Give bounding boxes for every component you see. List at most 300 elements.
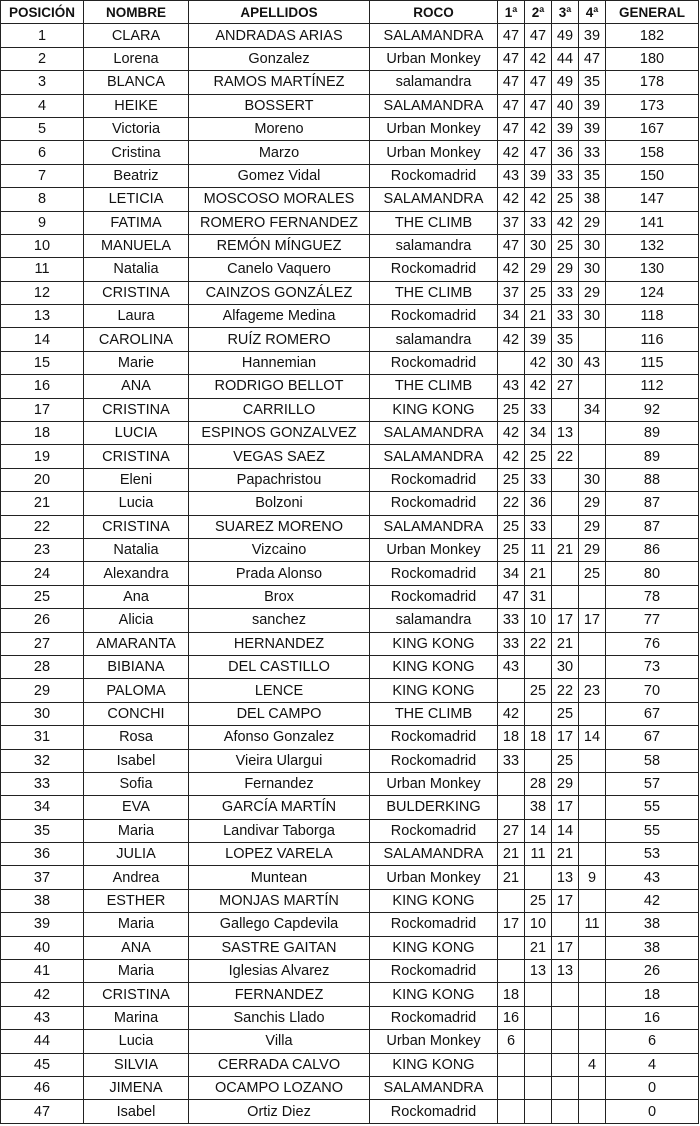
- cell-round-3: 13: [552, 960, 579, 983]
- cell-round-4: 4: [579, 1053, 606, 1076]
- cell-nombre: Lucia: [84, 1030, 189, 1053]
- cell-general: 26: [606, 960, 699, 983]
- cell-posicion: 42: [1, 983, 84, 1006]
- cell-round-4: 39: [579, 117, 606, 140]
- cell-round-4: 29: [579, 538, 606, 561]
- cell-general: 115: [606, 351, 699, 374]
- cell-round-4: 34: [579, 398, 606, 421]
- cell-apellidos: CERRADA CALVO: [189, 1053, 370, 1076]
- cell-round-1: 33: [498, 609, 525, 632]
- cell-posicion: 22: [1, 515, 84, 538]
- header-roco: ROCO: [370, 1, 498, 24]
- cell-posicion: 27: [1, 632, 84, 655]
- cell-apellidos: Brox: [189, 585, 370, 608]
- cell-posicion: 24: [1, 562, 84, 585]
- table-row: [1, 866, 699, 889]
- cell-roco: KING KONG: [370, 1053, 498, 1076]
- cell-round-4: [579, 1076, 606, 1099]
- cell-roco: Urban Monkey: [370, 866, 498, 889]
- table-row: [1, 258, 699, 281]
- cell-round-3: 21: [552, 843, 579, 866]
- cell-nombre: SILVIA: [84, 1053, 189, 1076]
- cell-round-2: 33: [525, 211, 552, 234]
- table-row: [1, 445, 699, 468]
- cell-general: 178: [606, 71, 699, 94]
- cell-round-1: 43: [498, 655, 525, 678]
- cell-roco: salamandra: [370, 609, 498, 632]
- cell-roco: SALAMANDRA: [370, 445, 498, 468]
- cell-round-4: [579, 936, 606, 959]
- cell-round-4: 35: [579, 164, 606, 187]
- cell-nombre: ANA: [84, 375, 189, 398]
- cell-roco: Rockomadrid: [370, 726, 498, 749]
- cell-round-4: [579, 843, 606, 866]
- cell-round-3: 27: [552, 375, 579, 398]
- cell-roco: salamandra: [370, 71, 498, 94]
- cell-roco: Urban Monkey: [370, 538, 498, 561]
- cell-nombre: Victoria: [84, 117, 189, 140]
- cell-apellidos: Landivar Taborga: [189, 819, 370, 842]
- cell-round-3: 17: [552, 609, 579, 632]
- table-row: [1, 305, 699, 328]
- cell-round-1: 25: [498, 515, 525, 538]
- cell-general: 173: [606, 94, 699, 117]
- cell-round-1: 17: [498, 913, 525, 936]
- table-row: [1, 398, 699, 421]
- table-row: [1, 211, 699, 234]
- cell-round-2: 47: [525, 71, 552, 94]
- cell-round-4: 29: [579, 492, 606, 515]
- cell-posicion: 12: [1, 281, 84, 304]
- cell-general: 55: [606, 796, 699, 819]
- cell-general: 0: [606, 1076, 699, 1099]
- cell-round-2: 25: [525, 889, 552, 912]
- cell-round-2: 33: [525, 398, 552, 421]
- cell-apellidos: Prada Alonso: [189, 562, 370, 585]
- table-row: [1, 843, 699, 866]
- cell-nombre: Alicia: [84, 609, 189, 632]
- cell-nombre: Lorena: [84, 47, 189, 70]
- cell-round-4: 25: [579, 562, 606, 585]
- cell-round-4: 29: [579, 281, 606, 304]
- cell-round-3: 39: [552, 117, 579, 140]
- cell-nombre: CRISTINA: [84, 515, 189, 538]
- cell-general: 78: [606, 585, 699, 608]
- cell-round-1: 34: [498, 305, 525, 328]
- cell-round-2: [525, 1006, 552, 1029]
- cell-posicion: 19: [1, 445, 84, 468]
- table-row: [1, 749, 699, 772]
- cell-round-2: 33: [525, 515, 552, 538]
- cell-roco: SALAMANDRA: [370, 188, 498, 211]
- cell-round-3: [552, 1076, 579, 1099]
- cell-round-3: 33: [552, 305, 579, 328]
- cell-apellidos: DEL CAMPO: [189, 702, 370, 725]
- cell-roco: Rockomadrid: [370, 585, 498, 608]
- cell-posicion: 15: [1, 351, 84, 374]
- cell-apellidos: Sanchis Llado: [189, 1006, 370, 1029]
- table-row: [1, 328, 699, 351]
- cell-roco: Urban Monkey: [370, 772, 498, 795]
- cell-round-1: 21: [498, 843, 525, 866]
- cell-apellidos: ESPINOS GONZALVEZ: [189, 422, 370, 445]
- cell-posicion: 14: [1, 328, 84, 351]
- cell-round-1: 22: [498, 492, 525, 515]
- cell-apellidos: LENCE: [189, 679, 370, 702]
- cell-posicion: 3: [1, 71, 84, 94]
- cell-nombre: CLARA: [84, 24, 189, 47]
- table-row: [1, 1053, 699, 1076]
- cell-round-2: 28: [525, 772, 552, 795]
- cell-roco: SALAMANDRA: [370, 843, 498, 866]
- cell-nombre: LUCIA: [84, 422, 189, 445]
- cell-apellidos: REMÓN MÍNGUEZ: [189, 234, 370, 257]
- cell-round-2: [525, 1076, 552, 1099]
- cell-round-2: 10: [525, 609, 552, 632]
- cell-round-4: [579, 772, 606, 795]
- cell-round-3: [552, 585, 579, 608]
- cell-round-2: [525, 1053, 552, 1076]
- cell-posicion: 13: [1, 305, 84, 328]
- table-row: [1, 609, 699, 632]
- cell-round-4: [579, 375, 606, 398]
- cell-apellidos: FERNANDEZ: [189, 983, 370, 1006]
- cell-apellidos: CAINZOS GONZÁLEZ: [189, 281, 370, 304]
- cell-general: 89: [606, 422, 699, 445]
- cell-round-1: 6: [498, 1030, 525, 1053]
- cell-round-2: 25: [525, 445, 552, 468]
- table-row: [1, 351, 699, 374]
- cell-round-4: 30: [579, 234, 606, 257]
- cell-round-2: 47: [525, 94, 552, 117]
- table-row: [1, 538, 699, 561]
- cell-round-2: [525, 866, 552, 889]
- cell-general: 92: [606, 398, 699, 421]
- cell-posicion: 40: [1, 936, 84, 959]
- cell-posicion: 20: [1, 468, 84, 491]
- cell-general: 182: [606, 24, 699, 47]
- cell-round-2: 42: [525, 188, 552, 211]
- cell-round-1: 25: [498, 538, 525, 561]
- cell-apellidos: Moreno: [189, 117, 370, 140]
- cell-nombre: CONCHI: [84, 702, 189, 725]
- cell-round-4: 30: [579, 305, 606, 328]
- cell-round-3: 33: [552, 164, 579, 187]
- cell-round-1: 42: [498, 422, 525, 445]
- cell-posicion: 35: [1, 819, 84, 842]
- cell-nombre: BIBIANA: [84, 655, 189, 678]
- cell-general: 116: [606, 328, 699, 351]
- cell-round-1: [498, 960, 525, 983]
- cell-apellidos: Gomez Vidal: [189, 164, 370, 187]
- cell-apellidos: LOPEZ VARELA: [189, 843, 370, 866]
- cell-round-2: 39: [525, 164, 552, 187]
- cell-general: 150: [606, 164, 699, 187]
- cell-round-4: [579, 655, 606, 678]
- cell-round-3: 17: [552, 726, 579, 749]
- cell-posicion: 36: [1, 843, 84, 866]
- cell-round-3: [552, 492, 579, 515]
- cell-round-1: 42: [498, 188, 525, 211]
- header-row: [1, 1, 699, 24]
- table-row: [1, 819, 699, 842]
- cell-round-4: [579, 960, 606, 983]
- cell-nombre: JULIA: [84, 843, 189, 866]
- cell-apellidos: Villa: [189, 1030, 370, 1053]
- cell-apellidos: RODRIGO BELLOT: [189, 375, 370, 398]
- cell-apellidos: RAMOS MARTÍNEZ: [189, 71, 370, 94]
- cell-posicion: 33: [1, 772, 84, 795]
- cell-apellidos: HERNANDEZ: [189, 632, 370, 655]
- cell-round-3: [552, 515, 579, 538]
- cell-round-2: 42: [525, 351, 552, 374]
- cell-round-1: 33: [498, 632, 525, 655]
- cell-round-1: 47: [498, 47, 525, 70]
- cell-round-1: 42: [498, 702, 525, 725]
- table-row: [1, 468, 699, 491]
- cell-round-3: [552, 468, 579, 491]
- cell-posicion: 6: [1, 141, 84, 164]
- cell-round-1: [498, 1100, 525, 1123]
- cell-apellidos: Papachristou: [189, 468, 370, 491]
- table-row: [1, 1100, 699, 1123]
- cell-round-2: 29: [525, 258, 552, 281]
- cell-round-1: 47: [498, 117, 525, 140]
- cell-round-3: 22: [552, 445, 579, 468]
- cell-general: 124: [606, 281, 699, 304]
- cell-round-4: 23: [579, 679, 606, 702]
- cell-round-3: 21: [552, 538, 579, 561]
- cell-apellidos: Alfageme Medina: [189, 305, 370, 328]
- cell-posicion: 32: [1, 749, 84, 772]
- cell-apellidos: Muntean: [189, 866, 370, 889]
- table-row: [1, 562, 699, 585]
- cell-round-4: 9: [579, 866, 606, 889]
- cell-roco: THE CLIMB: [370, 702, 498, 725]
- cell-round-4: [579, 702, 606, 725]
- cell-posicion: 31: [1, 726, 84, 749]
- cell-nombre: ANA: [84, 936, 189, 959]
- cell-roco: BULDERKING: [370, 796, 498, 819]
- cell-round-3: 30: [552, 351, 579, 374]
- cell-posicion: 8: [1, 188, 84, 211]
- table-row: [1, 679, 699, 702]
- cell-apellidos: Iglesias Alvarez: [189, 960, 370, 983]
- cell-round-2: 33: [525, 468, 552, 491]
- table-row: [1, 960, 699, 983]
- cell-round-3: 49: [552, 71, 579, 94]
- cell-nombre: PALOMA: [84, 679, 189, 702]
- cell-nombre: Marina: [84, 1006, 189, 1029]
- cell-round-2: 21: [525, 305, 552, 328]
- cell-round-3: 40: [552, 94, 579, 117]
- table-row: [1, 726, 699, 749]
- cell-round-3: 36: [552, 141, 579, 164]
- cell-posicion: 5: [1, 117, 84, 140]
- table-row: [1, 1076, 699, 1099]
- cell-round-1: 47: [498, 71, 525, 94]
- cell-apellidos: ANDRADAS ARIAS: [189, 24, 370, 47]
- cell-general: 55: [606, 819, 699, 842]
- cell-posicion: 7: [1, 164, 84, 187]
- cell-roco: Urban Monkey: [370, 47, 498, 70]
- cell-apellidos: Gonzalez: [189, 47, 370, 70]
- cell-round-2: 21: [525, 936, 552, 959]
- cell-round-4: 14: [579, 726, 606, 749]
- cell-general: 118: [606, 305, 699, 328]
- cell-round-2: 13: [525, 960, 552, 983]
- cell-posicion: 18: [1, 422, 84, 445]
- cell-round-4: [579, 819, 606, 842]
- cell-general: 38: [606, 913, 699, 936]
- cell-roco: THE CLIMB: [370, 281, 498, 304]
- cell-round-3: 21: [552, 632, 579, 655]
- cell-posicion: 44: [1, 1030, 84, 1053]
- cell-round-3: [552, 562, 579, 585]
- cell-apellidos: SASTRE GAITAN: [189, 936, 370, 959]
- header-round-2: 2ª: [525, 1, 552, 24]
- cell-apellidos: Afonso Gonzalez: [189, 726, 370, 749]
- cell-apellidos: Ortiz Diez: [189, 1100, 370, 1123]
- cell-posicion: 2: [1, 47, 84, 70]
- cell-round-2: 34: [525, 422, 552, 445]
- cell-roco: salamandra: [370, 234, 498, 257]
- cell-round-4: 38: [579, 188, 606, 211]
- cell-apellidos: Vieira Ulargui: [189, 749, 370, 772]
- cell-roco: KING KONG: [370, 632, 498, 655]
- cell-nombre: Sofia: [84, 772, 189, 795]
- cell-roco: Urban Monkey: [370, 117, 498, 140]
- cell-round-4: [579, 422, 606, 445]
- cell-round-4: 30: [579, 468, 606, 491]
- cell-round-2: 22: [525, 632, 552, 655]
- cell-round-4: 29: [579, 211, 606, 234]
- cell-round-2: 18: [525, 726, 552, 749]
- cell-round-4: [579, 632, 606, 655]
- cell-round-3: 29: [552, 772, 579, 795]
- cell-round-4: [579, 1030, 606, 1053]
- cell-round-1: 37: [498, 211, 525, 234]
- cell-round-4: 35: [579, 71, 606, 94]
- cell-roco: Urban Monkey: [370, 1030, 498, 1053]
- cell-general: 167: [606, 117, 699, 140]
- cell-round-1: 16: [498, 1006, 525, 1029]
- cell-roco: THE CLIMB: [370, 375, 498, 398]
- cell-round-2: 42: [525, 375, 552, 398]
- header-round-3: 3ª: [552, 1, 579, 24]
- cell-apellidos: Vizcaino: [189, 538, 370, 561]
- cell-round-3: [552, 1006, 579, 1029]
- cell-round-3: [552, 398, 579, 421]
- table-row: [1, 796, 699, 819]
- cell-general: 87: [606, 515, 699, 538]
- table-row: [1, 632, 699, 655]
- cell-round-1: 25: [498, 398, 525, 421]
- cell-general: 130: [606, 258, 699, 281]
- cell-round-1: 42: [498, 328, 525, 351]
- cell-apellidos: Fernandez: [189, 772, 370, 795]
- cell-round-3: [552, 983, 579, 1006]
- cell-posicion: 30: [1, 702, 84, 725]
- cell-posicion: 34: [1, 796, 84, 819]
- cell-nombre: Natalia: [84, 258, 189, 281]
- cell-posicion: 38: [1, 889, 84, 912]
- cell-general: 16: [606, 1006, 699, 1029]
- table-row: [1, 164, 699, 187]
- cell-round-3: 13: [552, 422, 579, 445]
- table-row: [1, 492, 699, 515]
- cell-round-1: 42: [498, 445, 525, 468]
- cell-nombre: FATIMA: [84, 211, 189, 234]
- cell-posicion: 41: [1, 960, 84, 983]
- cell-round-1: [498, 351, 525, 374]
- cell-round-1: [498, 936, 525, 959]
- cell-nombre: CRISTINA: [84, 445, 189, 468]
- cell-nombre: BLANCA: [84, 71, 189, 94]
- table-row: [1, 913, 699, 936]
- cell-apellidos: GARCÍA MARTÍN: [189, 796, 370, 819]
- cell-general: 180: [606, 47, 699, 70]
- cell-general: 141: [606, 211, 699, 234]
- cell-roco: Rockomadrid: [370, 492, 498, 515]
- table-row: [1, 702, 699, 725]
- cell-nombre: Rosa: [84, 726, 189, 749]
- cell-round-4: 39: [579, 24, 606, 47]
- cell-posicion: 21: [1, 492, 84, 515]
- cell-roco: KING KONG: [370, 889, 498, 912]
- cell-round-2: 42: [525, 47, 552, 70]
- cell-round-2: [525, 983, 552, 1006]
- cell-round-1: [498, 796, 525, 819]
- cell-nombre: Maria: [84, 960, 189, 983]
- cell-apellidos: CARRILLO: [189, 398, 370, 421]
- cell-apellidos: Gallego Capdevila: [189, 913, 370, 936]
- cell-apellidos: RUÍZ ROMERO: [189, 328, 370, 351]
- cell-apellidos: sanchez: [189, 609, 370, 632]
- cell-round-3: 25: [552, 188, 579, 211]
- cell-roco: SALAMANDRA: [370, 422, 498, 445]
- cell-round-2: 31: [525, 585, 552, 608]
- cell-round-1: 18: [498, 983, 525, 1006]
- table-row: [1, 117, 699, 140]
- cell-nombre: Isabel: [84, 1100, 189, 1123]
- cell-general: 86: [606, 538, 699, 561]
- cell-round-4: 30: [579, 258, 606, 281]
- cell-round-2: 25: [525, 281, 552, 304]
- table-row: [1, 772, 699, 795]
- cell-round-3: 14: [552, 819, 579, 842]
- table-row: [1, 47, 699, 70]
- cell-nombre: LETICIA: [84, 188, 189, 211]
- cell-round-4: [579, 983, 606, 1006]
- cell-general: 132: [606, 234, 699, 257]
- cell-round-1: 18: [498, 726, 525, 749]
- table-row: [1, 281, 699, 304]
- cell-roco: Rockomadrid: [370, 164, 498, 187]
- header-general: GENERAL: [606, 1, 699, 24]
- cell-general: 158: [606, 141, 699, 164]
- cell-nombre: Lucia: [84, 492, 189, 515]
- cell-apellidos: Marzo: [189, 141, 370, 164]
- table-row: [1, 24, 699, 47]
- cell-apellidos: ROMERO FERNANDEZ: [189, 211, 370, 234]
- cell-nombre: CRISTINA: [84, 398, 189, 421]
- cell-round-4: [579, 749, 606, 772]
- cell-round-2: 42: [525, 117, 552, 140]
- table-row: [1, 188, 699, 211]
- cell-nombre: CRISTINA: [84, 983, 189, 1006]
- cell-round-3: [552, 1053, 579, 1076]
